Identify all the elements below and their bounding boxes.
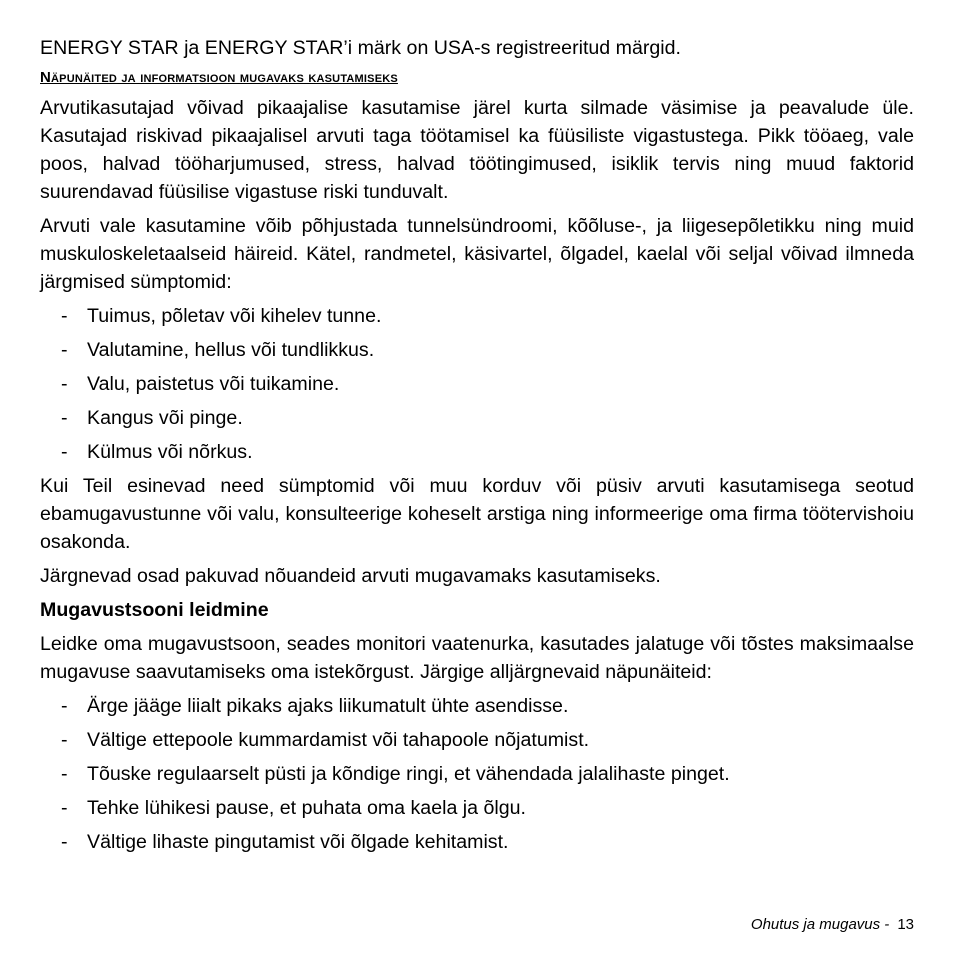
dash-marker: - [61,797,68,819]
list-item [40,760,914,788]
list-item [40,726,914,754]
paragraph: Kui Teil esinevad need sümptomid või muu korduv või püsiv arvuti kasutamisega seotud ebamugavustunne või valu, konsulteerige koheselt arstiga ning informeerige oma firma töötervishoiu osakonda. [40,475,914,553]
paragraph: Leidke oma mugavustsoon, seades monitori vaatenurka, kasutades jalatuge või tõstes maksimaalse mugavuse saavutamiseks oma istekõrgust. Järgige alljärgnevaid näpunäiteid: [40,633,914,683]
paragraph: Järgnevad osad pakuvad nõuandeid arvuti mugavamaks kasutamiseks. [40,565,661,587]
list-item-text: Valu, paistetus või tuikamine. [87,373,340,395]
dash-marker: - [61,831,68,853]
list-item [40,404,914,432]
list-item-text: Valutamine, hellus või tundlikkus. [87,339,375,361]
dash-marker: - [61,729,68,751]
list-item-text: Tuimus, põletav või kihelev tunne. [87,305,382,327]
list-item [40,302,914,330]
page-number: 13 [897,916,914,933]
dash-marker: - [61,305,68,327]
paragraph: Arvuti vale kasutamine võib põhjustada tunnelsündroomi, kõõluse-, ja liigesepõletikku ning muid muskuloskeletaalseid häireid. Kätel, randmetel, käsivartel, õlgadel, kaelal või seljal võivad ilmneda järgmised sümptomid: [40,215,914,293]
document-page [40,34,914,862]
list-item [40,828,914,856]
intro-text: ENERGY STAR ja ENERGY STAR’i märk on USA-s registreeritud märgid. [40,37,681,59]
list-item-text: Vältige lihaste pingutamist või õlgade kehitamist. [87,831,509,853]
section-heading: Näpunäited ja informatsioon mugavaks kasutamiseks [40,69,398,86]
dash-marker: - [61,339,68,361]
symptom-list [40,302,914,466]
list-item [40,336,914,364]
list-item [40,794,914,822]
paragraph: Arvutikasutajad võivad pikaajalise kasutamise järel kurta silmade väsimise ja peavalude üle. Kasutajad riskivad pikaajalisel arvuti taga töötamisel ka füüsiliste vigastustega. Pikk tööaeg, vale poos, halvad tööharjumused, stress, halvad töötingimused, isiklik tervis ning muud faktorid suurendavad füüsilise vigastuse riski tunduvalt. [40,97,914,203]
list-item [40,692,914,720]
list-item-text: Tehke lühikesi pause, et puhata oma kaela ja õlgu. [87,797,526,819]
footer-section-title: Ohutus ja mugavus - [750,916,890,933]
tips-list [40,692,914,856]
dash-marker: - [61,373,68,395]
list-item-text: Külmus või nõrkus. [87,441,253,463]
list-item-text: Kangus või pinge. [87,407,243,429]
dash-marker: - [61,763,68,785]
list-item-text: Vältige ettepoole kummardamist või tahapoole nõjatumist. [87,729,590,751]
dash-marker: - [61,441,68,463]
dash-marker: - [61,695,68,717]
page-footer [751,916,914,933]
dash-marker: - [61,407,68,429]
list-item [40,438,914,466]
list-item-text: Ärge jääge liialt pikaks ajaks liikumatult ühte asendisse. [87,695,569,717]
list-item-text: Tõuske regulaarselt püsti ja kõndige ringi, et vähendada jalalihaste pinget. [87,763,730,785]
list-item [40,370,914,398]
sub-heading: Mugavustsooni leidmine [40,599,269,621]
